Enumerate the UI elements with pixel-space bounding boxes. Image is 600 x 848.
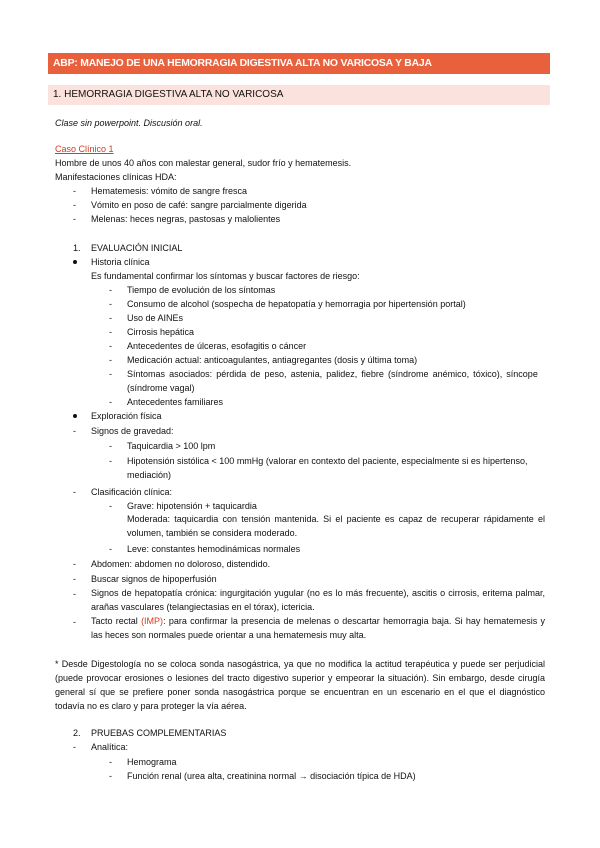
list-item: Taquicardia > 100 lpm — [127, 441, 216, 451]
subsection-title: EVALUACIÓN INICIAL — [91, 243, 183, 253]
dash-marker: - — [73, 426, 76, 436]
historia-title: Historia clínica — [91, 257, 150, 267]
section-number: 1. — [73, 243, 81, 253]
patient-description: Hombre de unos 40 años con malestar general, sudor frío y hematemesis. — [55, 158, 352, 168]
list-item: Hematemesis: vómito de sangre fresca — [91, 186, 248, 196]
class-note: Clase sin powerpoint. Discusión oral. — [55, 118, 203, 128]
dash-marker: - — [109, 771, 112, 781]
list-item: Melenas: heces negras, pastosas y malolientes — [91, 214, 281, 224]
dash-marker: - — [109, 313, 112, 323]
dash-marker: - — [109, 544, 112, 554]
dash-marker: - — [73, 214, 76, 224]
list-item: Antecedentes familiares — [127, 397, 224, 407]
dash-marker: - — [73, 559, 76, 569]
dash-marker: - — [109, 501, 112, 511]
list-item: Hemograma — [127, 757, 177, 767]
list-item: Función renal (urea alta, creatinina normal → disociación típica de HDA) — [127, 771, 416, 781]
subsection-title: PRUEBAS COMPLEMENTARIAS — [91, 728, 227, 738]
dash-marker: - — [109, 441, 112, 451]
list-item: Síntomas asociados: pérdida de peso, astenia, palidez, fiebre (síndrome anémico, tóxico), síncope — [127, 369, 538, 379]
dash-marker: - — [73, 574, 76, 584]
list-item-continuation: (síndrome vagal) — [127, 383, 195, 393]
signos-title: Signos de gravedad: — [91, 426, 174, 436]
bullet-dot — [73, 260, 77, 264]
document-title: ABP: MANEJO DE UNA HEMORRAGIA DIGESTIVA ALTA NO VARICOSA Y BAJA — [48, 53, 550, 74]
bullet-dot — [73, 414, 77, 418]
list-item-continuation: mediación) — [127, 470, 172, 480]
hepatopatia-item: Signos de hepatopatía crónica: ingurgitación yugular (no es lo más frecuente), ascitis o cirrosis, eritema palmar, arañas vasculares (telangiectasias en el tórax), ictericia. — [91, 588, 545, 612]
dash-marker: - — [73, 487, 76, 497]
list-item: Vómito en poso de café: sangre parcialmente digerida — [91, 200, 307, 210]
list-item: Uso de AINEs — [127, 313, 184, 323]
dash-marker: - — [109, 299, 112, 309]
abdomen-item: Abdomen: abdomen no doloroso, distendido. — [91, 559, 271, 569]
imp-badge: (IMP) — [141, 616, 164, 626]
exploracion-title: Exploración física — [91, 411, 162, 421]
sonda-note: * Desde Digestología no se coloca sonda nasogástrica, ya que no modifica la actitud terapéutica y puede ser perjudicial (puede provocar erosiones o lesiones del tracto digestivo superior y empeorar la situación). Sin embargo, desde cirugía general sí que se prefiere poner sonda nasogástrica porque se encuentran en un escenario en el que el diagnóstico todavía no es claro y para proteger la vía aérea. — [55, 659, 545, 711]
list-item: Antecedentes de úlceras, esofagitis o cáncer — [127, 341, 307, 351]
moderada-paragraph: Moderada: taquicardia con tensión mantenida. Si el paciente es capaz de recuperar rápidamente el volumen, también se considera moderado. — [127, 514, 545, 538]
dash-marker: - — [109, 327, 112, 337]
analitica-title: Analítica: — [91, 742, 129, 752]
dash-marker: - — [73, 742, 76, 752]
list-item: Cirrosis hepática — [127, 327, 195, 337]
historia-intro: Es fundamental confirmar los síntomas y buscar factores de riesgo: — [91, 271, 360, 281]
dash-marker: - — [109, 285, 112, 295]
list-item: Tiempo de evolución de los síntomas — [127, 285, 276, 295]
dash-marker: - — [109, 456, 112, 466]
dash-marker: - — [109, 397, 112, 407]
dash-marker: - — [109, 355, 112, 365]
manifestations-title: Manifestaciones clínicas HDA: — [55, 172, 177, 182]
list-item: Grave: hipotensión + taquicardia — [127, 501, 257, 511]
section-number: 2. — [73, 728, 81, 738]
dash-marker: - — [109, 341, 112, 351]
hipoperfusion-item: Buscar signos de hipoperfusión — [91, 574, 217, 584]
tacto-rectal-item — [91, 614, 545, 642]
list-item: Medicación actual: anticoagulantes, antiagregantes (dosis y última toma) — [127, 355, 418, 365]
dash-marker: - — [73, 200, 76, 210]
list-item: Consumo de alcohol (sospecha de hepatopatía y hemorragia por hipertensión portal) — [127, 299, 466, 309]
clasificacion-title: Clasificación clínica: — [91, 487, 173, 497]
list-item: Leve: constantes hemodinámicas normales — [127, 544, 301, 554]
tacto-text: : para confirmar la presencia de melenas o descartar hemorragia baja. Si hay hematemesis y las heces son normales puede orientar a una hematemesis muy alta. — [91, 616, 545, 640]
dash-marker: - — [73, 589, 76, 599]
dash-marker: - — [109, 369, 112, 379]
list-item: Hipotensión sistólica < 100 mmHg (valorar en contexto del paciente, especialmente si es hipertenso, — [127, 456, 528, 466]
tacto-label: Tacto rectal — [91, 616, 142, 626]
dash-marker: - — [73, 617, 76, 627]
dash-marker: - — [73, 186, 76, 196]
case-title: Caso Clínico 1 — [55, 144, 114, 154]
dash-marker: - — [109, 757, 112, 767]
section-heading: 1. HEMORRAGIA DIGESTIVA ALTA NO VARICOSA — [48, 85, 550, 105]
